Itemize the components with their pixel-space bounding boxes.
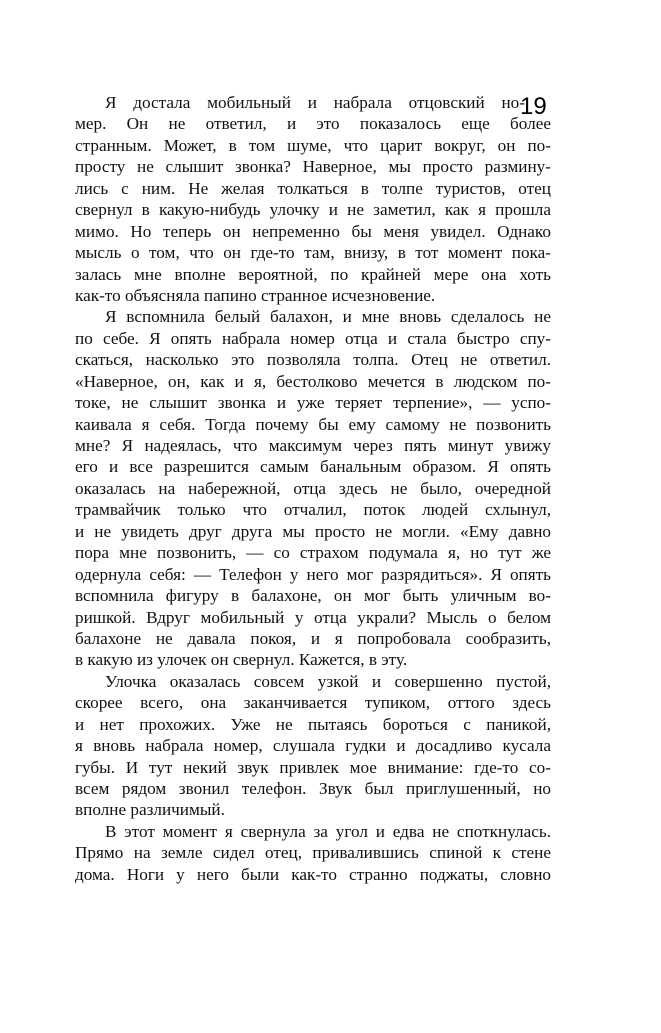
text-line: и нет прохожих. Уже не пытаясь бороться с паникой, [75, 714, 551, 734]
text-line: в какую из улочек он свернул. Кажется, в эту. [75, 650, 408, 670]
text-line: просту не слышит звонка? Наверное, мы просто размину- [75, 157, 551, 177]
text-line: ришкой. Вдруг мобильный у отца украли? Мысль о белом [75, 607, 551, 627]
text-line: одернула себя: — Телефон у него мог разрядиться». Я опять [75, 564, 551, 584]
text-line: Улочка оказалась совсем узкой и совершенно пустой, [105, 671, 551, 691]
text-line: его и все разрешится самым банальным образом. Я опять [75, 457, 551, 477]
text-line: В этот момент я свернула за угол и едва не споткнулась. [105, 821, 551, 841]
text-line: оказалась на набережной, отца здесь не было, очередной [75, 478, 551, 498]
text-line: «Наверное, он, как и я, бестолково мечется в людском по- [75, 371, 551, 391]
text-line: мер. Он не ответил, и это показалось еще более [75, 114, 551, 134]
text-line: свернул в какую-нибудь улочку и не заметил, как я прошла [75, 200, 551, 220]
paragraph [75, 821, 551, 885]
text-line: губы. И тут некий звук привлек мое внимание: где-то со- [75, 757, 551, 777]
text-line: как-то объясняла папино странное исчезновение. [75, 285, 436, 305]
text-line: скорее всего, она заканчивается тупиком, оттого здесь [75, 693, 551, 713]
text-line: и не увидеть друг друга мы просто не могли. «Ему давно [75, 521, 551, 541]
text-line: лись с ним. Не желая толкаться в толпе туристов, отец [75, 178, 551, 198]
text-line: мимо. Но теперь он непременно бы меня увидел. Однако [75, 221, 551, 241]
page-number: 19 [520, 93, 547, 120]
text-line: дома. Ноги у него были как-то странно поджаты, словно [75, 864, 551, 884]
body-text [75, 92, 551, 885]
text-line: я вновь набрала номер, слушала гудки и досадливо кусала [75, 736, 551, 756]
text-line: трамвайчик только что отчалил, поток людей схлынул, [75, 500, 551, 520]
text-line: вспомнила фигуру в балахоне, он мог быть уличным во- [75, 586, 551, 606]
text-line: мне? Я надеялась, что максимум через пять минут увижу [75, 436, 551, 455]
text-line: каивала я себя. Тогда почему бы ему самому не позвонить [75, 414, 551, 434]
text-line: Я вспомнила белый балахон, и мне вновь сделалось не [105, 307, 551, 327]
text-line: по себе. Я опять набрала номер отца и стала быстро спу- [75, 328, 551, 348]
text-line: скаться, насколько это позволяла толпа. Отец не ответил. [75, 350, 551, 370]
text-line: пора мне позвонить, — со страхом подумала я, но тут же [75, 543, 551, 563]
paragraph [75, 306, 551, 670]
text-line: мысль о том, что он где-то там, внизу, в тот момент пока- [75, 243, 551, 263]
text-line: токе, не слышит звонка и уже теряет терпение», — успо- [75, 393, 551, 413]
text-line: странным. Может, в том шуме, что царит вокруг, он по- [75, 135, 551, 155]
text-line: вполне различимый. [75, 800, 225, 820]
text-line: Я достала мобильный и набрала отцовский но- [105, 93, 525, 112]
paragraph [75, 671, 551, 821]
text-line: залась мне вполне вероятной, по крайней мере она хоть [75, 264, 551, 284]
paragraph [75, 92, 551, 306]
text-line: всем рядом звонил телефон. Звук был приглушенный, но [75, 779, 551, 798]
text-line: Прямо на земле сидел отец, привалившись спиной к стене [75, 843, 551, 863]
text-line: балахоне не давала покоя, и я попробовала сообразить, [75, 628, 551, 648]
